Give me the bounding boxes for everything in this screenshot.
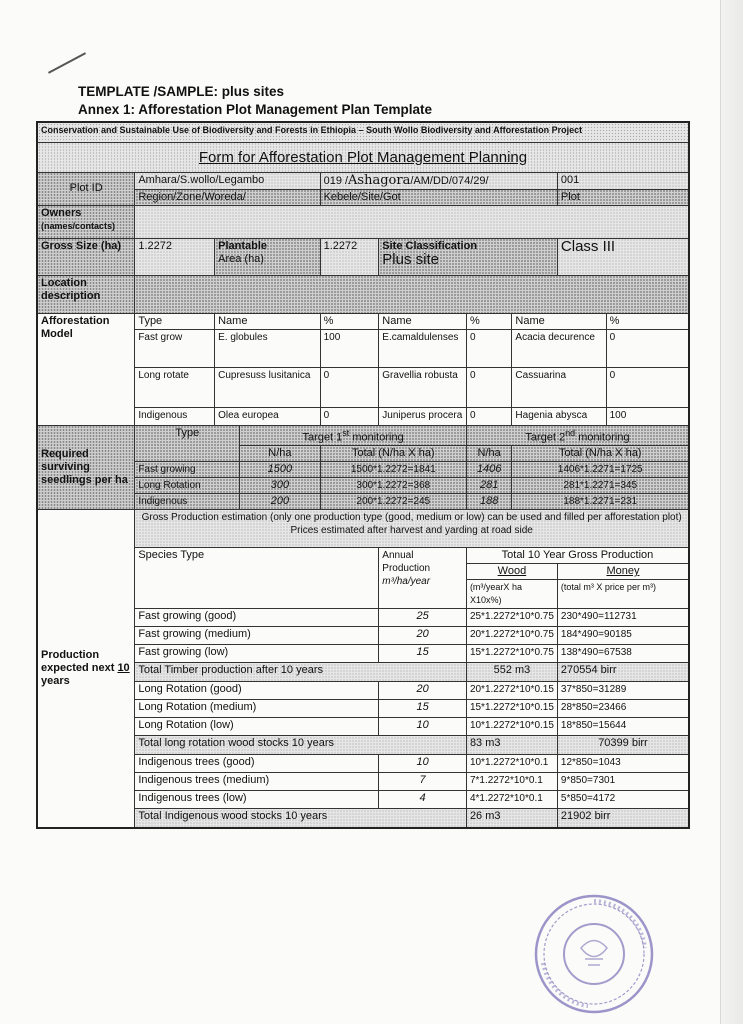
aff-cell: Acacia decurence xyxy=(512,329,606,367)
owners-label xyxy=(37,205,135,238)
seedling-cell: 281*1.2271=345 xyxy=(512,478,689,494)
prod-money: 28*850=23466 xyxy=(557,700,689,718)
gross-size-value: 1.2272 xyxy=(135,238,215,275)
prod-species: Long Rotation (medium) xyxy=(135,700,379,718)
afforestation-model-label: Afforestation Model xyxy=(37,313,135,425)
wood-header: Wood xyxy=(466,564,557,580)
plantable-unit: Area (ha) xyxy=(218,252,264,265)
location-value xyxy=(135,275,689,313)
aff-header: % xyxy=(606,313,689,329)
prod-species: Long Rotation (good) xyxy=(135,682,379,700)
official-stamp xyxy=(533,893,655,1015)
annual-production-header xyxy=(379,548,467,609)
annex-title: Annex 1: Afforestation Plot Management Plan Template xyxy=(78,102,433,117)
pen-mark xyxy=(48,52,86,73)
prod-money: 5*850=4172 xyxy=(557,791,689,809)
prod-annual: 15 xyxy=(379,700,467,718)
total-header: Total (N/ha X ha) xyxy=(320,446,466,462)
aff-cell: 0 xyxy=(466,367,511,407)
prod-total: Total Timber production after 10 years xyxy=(135,663,467,682)
aff-cell: 100 xyxy=(320,329,379,367)
class-value: Class III xyxy=(557,238,689,275)
prod-total: Total Indigenous wood stocks 10 years xyxy=(135,809,467,828)
seedling-cell: 281 xyxy=(466,478,511,494)
nha-header-2: N/ha xyxy=(466,446,511,462)
seedling-cell: 188*1.2271=231 xyxy=(512,494,689,510)
aff-cell: 0 xyxy=(606,329,689,367)
aff-cell: Fast grow xyxy=(135,329,215,367)
prod-wood: 15*1.2272*10*0.75 xyxy=(466,645,557,663)
seedling-cell: 1406*1.2271=1725 xyxy=(512,462,689,478)
gross-size-label: Gross Size (ha) xyxy=(37,238,135,275)
prod-wood: 7*1.2272*10*0.1 xyxy=(466,773,557,791)
wood-unit: (m³/yearX ha X10x%) xyxy=(466,580,557,609)
aff-cell: Juniperus procera xyxy=(379,407,467,425)
prod-total: Total long rotation wood stocks 10 years xyxy=(135,736,467,755)
prod-annual: 20 xyxy=(379,627,467,645)
seedling-cell: 188 xyxy=(466,494,511,510)
prod-money: 138*490=67538 xyxy=(557,645,689,663)
target2-sup: nd xyxy=(565,427,576,438)
prod-total-wood: 26 m3 xyxy=(466,809,557,828)
target1-header xyxy=(240,425,467,446)
target2-header xyxy=(466,425,689,446)
plantable-title: Plantable xyxy=(218,239,268,252)
seedling-cell: 200 xyxy=(240,494,320,510)
kebele-code-rest: /AM/DD/074/29/ xyxy=(410,174,489,187)
aff-cell: Cupresuss lusitanica xyxy=(215,367,320,407)
prod-money: 12*850=1043 xyxy=(557,755,689,773)
kebele-label: Kebele/Site/Got xyxy=(320,189,557,205)
form-title: Form for Afforestation Plot Management Planning xyxy=(198,148,528,166)
aff-cell: 0 xyxy=(320,367,379,407)
species-type-header: Species Type xyxy=(135,548,379,609)
plantable-value: 1.2272 xyxy=(320,238,379,275)
plot-id-label: Plot ID xyxy=(37,172,135,205)
aff-header: % xyxy=(320,313,379,329)
prod-species: Fast growing (good) xyxy=(135,609,379,627)
seedling-type: Long Rotation xyxy=(135,478,240,494)
kebele-code: 019 / xyxy=(323,174,349,187)
prod-annual: 7 xyxy=(379,773,467,791)
production-years: 10 xyxy=(117,661,130,674)
region-label: Region/Zone/Woreda/ xyxy=(135,189,320,205)
aff-cell: 0 xyxy=(606,367,689,407)
prod-wood: 10*1.2272*10*0.1 xyxy=(466,755,557,773)
prod-annual: 4 xyxy=(379,791,467,809)
aff-cell: E. globules xyxy=(215,329,320,367)
target1-sup: st xyxy=(342,427,350,438)
prod-total-wood: 552 m3 xyxy=(466,663,557,682)
annual-3: m³/ha/year xyxy=(382,576,431,588)
production-label-end: years xyxy=(41,674,70,687)
region-value: Amhara/S.wollo/Legambo xyxy=(135,172,320,189)
prod-species: Fast growing (medium) xyxy=(135,627,379,645)
seedling-cell: 200*1.2272=245 xyxy=(320,494,466,510)
prod-money: 230*490=112731 xyxy=(557,609,689,627)
site-class-label: Site Classification xyxy=(382,239,478,252)
owners-value xyxy=(135,205,689,238)
plantable-label xyxy=(215,238,320,275)
prod-species: Indigenous trees (medium) xyxy=(135,773,379,791)
project-banner: Conservation and Sustainable Use of Biodiversity and Forests in Ethiopia – South Wollo Biodiversity and Afforestation Project xyxy=(37,122,689,142)
prod-wood: 25*1.2272*10*0.75 xyxy=(466,609,557,627)
money-unit: (total m³ X price per m³) xyxy=(557,580,689,609)
location-label: Location description xyxy=(37,275,135,313)
aff-header: Name xyxy=(379,313,467,329)
aff-cell: Cassuarina xyxy=(512,367,606,407)
seedling-cell: 300 xyxy=(240,478,320,494)
aff-cell: Olea europea xyxy=(215,407,320,425)
plot-value: 001 xyxy=(557,172,689,189)
prod-wood: 20*1.2272*10*0.75 xyxy=(466,627,557,645)
aff-cell: 0 xyxy=(466,407,511,425)
aff-cell: E.camaldulenses xyxy=(379,329,467,367)
aff-cell: Gravellia robusta xyxy=(379,367,467,407)
prod-total-money: 21902 birr xyxy=(557,809,689,828)
seedling-cell: 1500 xyxy=(240,462,320,478)
aff-header: % xyxy=(466,313,511,329)
aff-cell: 100 xyxy=(606,407,689,425)
target1-text: Target 1 xyxy=(302,431,343,444)
money-header: Money xyxy=(557,564,689,580)
seedling-type: Indigenous xyxy=(135,494,240,510)
seedling-type-header: Type xyxy=(135,425,240,462)
production-label-text: Production expected next xyxy=(41,648,115,674)
aff-cell: 0 xyxy=(466,329,511,367)
prod-money: 184*490=90185 xyxy=(557,627,689,645)
prod-money: 18*850=15644 xyxy=(557,718,689,736)
prod-species: Fast growing (low) xyxy=(135,645,379,663)
prod-species: Indigenous trees (good) xyxy=(135,755,379,773)
seedling-cell: 300*1.2272=368 xyxy=(320,478,466,494)
site-classification xyxy=(379,238,558,275)
prod-annual: 15 xyxy=(379,645,467,663)
total-10-header: Total 10 Year Gross Production xyxy=(466,548,689,564)
seedling-type: Fast growing xyxy=(135,462,240,478)
annual-2: Production xyxy=(382,563,431,575)
nha-header: N/ha xyxy=(240,446,320,462)
prod-wood: 15*1.2272*10*0.15 xyxy=(466,700,557,718)
prod-species: Long Rotation (low) xyxy=(135,718,379,736)
site-class-value: Plus site xyxy=(382,250,439,268)
prod-money: 37*850=31289 xyxy=(557,682,689,700)
prod-total-money: 70399 birr xyxy=(557,736,689,755)
template-title: TEMPLATE /SAMPLE: plus sites xyxy=(78,84,285,99)
seedling-cell: 1500*1.2272=1841 xyxy=(320,462,466,478)
owners-sub: (names/contacts) xyxy=(41,220,116,231)
total-header-2: Total (N/ha X ha) xyxy=(512,446,689,462)
aff-header: Name xyxy=(215,313,320,329)
owners-title: Owners xyxy=(41,206,82,219)
prod-species: Indigenous trees (low) xyxy=(135,791,379,809)
aff-header: Name xyxy=(512,313,606,329)
seedling-cell: 1406 xyxy=(466,462,511,478)
prod-annual: 25 xyxy=(379,609,467,627)
seedlings-label: Required surviving seedlings per ha xyxy=(37,425,135,510)
kebele-value xyxy=(320,172,557,189)
production-note: Gross Production estimation (only one production type (good, medium or low) can be used and filled per afforestation plot) Prices estimated after harvest and yarding at road side xyxy=(135,510,689,548)
prod-total-money: 270554 birr xyxy=(557,663,689,682)
prod-total-wood: 83 m3 xyxy=(466,736,557,755)
plan-form xyxy=(36,121,690,829)
prod-wood: 20*1.2272*10*0.15 xyxy=(466,682,557,700)
target2-text: Target 2 xyxy=(525,431,566,444)
prod-annual: 10 xyxy=(379,718,467,736)
prod-annual: 20 xyxy=(379,682,467,700)
plot-label: Plot xyxy=(557,189,689,205)
aff-cell: Long rotate xyxy=(135,367,215,407)
prod-annual: 10 xyxy=(379,755,467,773)
page-edge xyxy=(720,0,743,1024)
prod-wood: 4*1.2272*10*0.1 xyxy=(466,791,557,809)
target2-monitoring: monitoring xyxy=(575,431,630,444)
target1-monitoring: monitoring xyxy=(349,431,404,444)
production-label xyxy=(37,510,135,828)
aff-header: Type xyxy=(135,313,215,329)
aff-cell: Hagenia abysca xyxy=(512,407,606,425)
aff-cell: 0 xyxy=(320,407,379,425)
aff-cell: Indigenous xyxy=(135,407,215,425)
annual-1: Annual xyxy=(382,550,414,562)
kebele-handwritten: Ashagora xyxy=(348,172,411,188)
prod-money: 9*850=7301 xyxy=(557,773,689,791)
prod-wood: 10*1.2272*10*0.15 xyxy=(466,718,557,736)
